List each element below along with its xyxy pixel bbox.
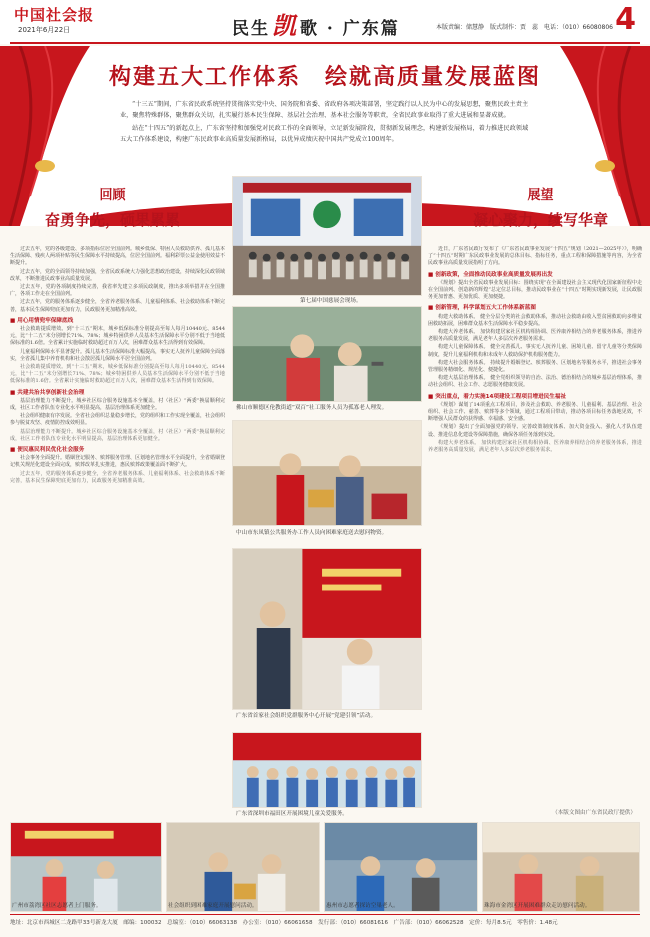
body-paragraph: 社会救助提质增效。到“十三五”期末，城乡低保标准分别提高至每人每月10440元、8544元，比“十二五”末分别增长71%、78%；城乡特困供养人员基本生活保障水平分别不低于当地低保标准的1.6倍。全省累计实施临时救助超过百万人次，困难群众基本生活得到有效保障。 [10,364,225,385]
photo-party-service-center [232,548,422,710]
body-paragraph: 过去五年，党的服务体系逐步健全，全省养老服务体系、儿童福利体系、社会救助体系不断完善，基本民生保障兜底更加有力，民政服务更加精准高效。 [10,470,225,484]
outlook-head [448,184,633,230]
subhead: ■ 创新政策，全面推动民政事业高质量发展再出发 [428,272,642,279]
body-paragraph: 儿童福利保障水平显著提升。孤儿基本生活保障标准大幅提高，事实无人抚养儿童保障全面落实，全省孤儿集中养育机构和社会散居孤儿保障水平居全国前列。 [10,348,225,362]
body-paragraph: 社会组织健康有序发展。全省社会组织总量稳步增长，党的组织和工作实现全覆盖，社会组织参与脱贫攻坚、疫情防控成效明显。 [10,413,225,427]
photo-children-care [232,732,422,808]
subhead: ■ 共建共治共享创新社会治理 [10,390,225,397]
photo-caption: 中山市东凤镇公共服务办工作人员向困难家庭送去慰问物资。 [236,530,388,536]
photo-caption: 广东省深圳市福田区开展困境儿童关爱服务。 [236,811,348,817]
section-title [232,6,400,41]
photo-charity-expo [232,176,422,296]
body-paragraph: 过去五年，党的各级建设、多项指标位居全国前列。城乡低保、特困人员救助供养、孤儿基本生活保障、残疾人两项补贴等民生保障水平持续提高，位居全国前列。福利彩票公益金使用效益不断提升。 [10,246,225,267]
outlook-column [428,246,642,724]
body-paragraph: 基层治理能力不断提升。城乡社区综合服务设施基本全覆盖，村（社区）“两委”换届顺利完成，社区工作者队伍专业化水平明显提高，基层治理体系更加健全。 [10,428,225,442]
body-paragraph: 社会救助提质增效。到“十三五”期末，城乡低保标准分别提高至每人每月10440元、8544元，比“十二五”末分别增长71%、78%；城乡特困供养人员基本生活保障水平分别不低于当地低保标准的1.6倍。全省累计实施临时救助超过百万人次，困难群众基本生活得到有效保障。 [10,326,225,347]
photo-elderly-visit [324,822,478,912]
page-headline: 构建五大工作体系 绘就高质量发展蓝图 [108,65,541,90]
photo-caption: 广州市荔湾区社区志愿者上门服务。 [12,903,102,909]
photo-volunteer-visit [10,822,162,912]
review-head [20,184,205,230]
body-paragraph: 过去五年，党的全面领导持续加强，全省民政系统大力强化思想政治建设，持续深化民政领域改革，不断推进民政事业高质量发展。 [10,268,225,282]
masthead [0,0,650,44]
review-column [10,246,225,724]
body-paragraph: 社会事务全面提升。婚姻登记服务、殡葬服务管理、区划地名管理水平全面提升，全省婚姻登记机关规范化建设全面完成，殡葬改革扎实推进，惠民殡葬政策覆盖面不断扩大。 [10,455,225,469]
photo-caption: 广东省首家社会组织党群服务中心开展“党建引领”活动。 [236,713,377,719]
body-paragraph: 构建大基层治理体系。 健全党组织领导的自治、法治、德治相结合的城乡基层治理体系，推动社会组织、社会工作、志愿服务健康发展。 [428,375,642,389]
footer-info: 地址：北京市西城区二龙路甲33号新龙大厦 邮编：100032 总编室：（010）66063138 办公室：（010）66061658 发行部：（010）66081616 广告部：（010）66062528 定价：每月8.5元 零售价：1.48元 [10,920,558,926]
section-prefix: 民生 [232,19,270,39]
lead-paragraph: “十三五”期间，广东省民政系统坚持贯彻落实党中央、国务院和省委、省政府各项决策部署，坚定践行以人民为中心的发展思想，聚焦民政主责主业，聚焦特殊群体，聚焦群众关切，扎实履行基本民生保障、基层社会治理、基本社会服务等职责，全省民政事业取得了重大进展和显著成就。 [120,101,529,119]
body-paragraph: 《规划》提出全省民政事业发展目标：围绕实现“在全面建设社会主义现代化国家新征程中走在全国前列、创造新的辉煌”总定位总目标，推动民政事业在“十四五”时期实现新发展，让民政服务更加普惠、更加优质、更加便捷。 [428,279,642,301]
body-paragraph: 构建大救助体系。 健全分层分类的社会救助体系，推动社会救助由收入型贫困救助向多维贫困救助拓展，困难群众基本生活保障水平稳步提高。 [428,313,642,327]
photo-haircut-service [232,306,422,402]
editor-meta: 本版责编：储慧静 版式制作：贾 蕊 电话：（010）66080806 [436,24,613,31]
photo-caption: 第七届中国慈展会现场。 [300,298,362,304]
body-paragraph: 构建大养老体系。 加快构建居家社区机构相协调、医养康养相结合的养老服务体系，推进养老服务高质量发展，满足老年人多层次养老服务需求。 [428,439,642,454]
masthead-rule [10,42,640,44]
body-paragraph: 过去五年，党的服务体系逐步健全，全省养老服务体系、儿童福利体系、社会救助体系不断完善，基本民生保障兜底更加有力，民政服务更加精准高效。 [10,299,225,313]
photo-supplies-delivery [232,420,422,526]
body-paragraph: 构建大儿童保障体系。 健全完善孤儿、事实无人抚养儿童、困境儿童、留守儿童等分类保障制度，提升儿童福利机构和未成年人救助保护机构服务能力。 [428,344,642,358]
photo-caption: 社会组织到困难家庭开展慰问活动。 [168,903,258,909]
subhead: ■ 便民惠民利民优化社会服务 [10,447,225,454]
footer-rule [10,914,640,915]
outlook-label: 展望 [527,188,554,203]
subhead: ■ 用心用情兜牢保障底线 [10,318,225,325]
body-paragraph: 《规划》谋划了14项重点工程项目，涉及社会救助、养老服务、儿童福利、基层治理、社会组织、社会工作、慈善、殡葬等多个领域，通过工程项目带动，推动各项目标任务落地见效，不断增强人民群众的获得感、幸福感、安全感。 [428,401,642,423]
lead-paragraph: 站在“十四五”的新起点上，广东省坚持和加强党对民政工作的全面领导，立足新发展阶段，贯彻新发展理念，构建新发展格局，着力推进民政领域五大工作体系建设，构建广东民政事业高质量发展新格局，以优异成绩庆祝中国共产党成立100周年。 [120,125,529,143]
credit-note: （本版文图由广东省民政厅提供） [552,810,636,816]
body-paragraph: 《规划》提出了全面加强党的领导、完善政策制度体系、加大资金投入、强化人才队伍建设、推进信息化建设等保障措施，确保各项任务落到实处。 [428,424,642,438]
section-suffix: 歌 · 广东篇 [300,19,400,39]
photo-caption: 惠州市志愿者探访空巢老人。 [326,903,399,909]
body-paragraph: 基层治理能力不断提升。城乡社区综合服务设施基本全覆盖，村（社区）“两委”换届顺利完成，社区工作者队伍专业化水平明显提高，基层治理体系更加健全。 [10,397,225,412]
subhead: ■ 突出重点，着力实施14项建设工程项目增进民生福祉 [428,394,642,401]
photo-family-visit [482,822,640,912]
body-paragraph: 构建大养老体系。 加快构建居家社区机构相协调、医养康养相结合的养老服务体系，推进养老服务高质量发展，满足老年人多层次养老服务需求。 [428,329,642,343]
issue-date: 2021年6月22日 [18,26,71,34]
review-label: 回顾 [99,188,126,203]
section-kai: 凯 [272,11,298,40]
outlook-title: 凝心聚力，续写华章 [472,211,608,229]
body-paragraph: 过去五年，党的各项制度持续完善，我省率先建立多项民政制度，推出多项举措并在全国推广，各项工作走在全国前列。 [10,284,225,298]
photo-caption: 珠海市金湾区开展困难群众走访慰问活动。 [484,903,591,909]
photo-caption: 佛山市顺德区伦教街道“双百”社工服务人员为孤寡老人理发。 [236,405,388,411]
lead-paragraphs [120,99,530,147]
subhead: ■ 创新管理，科学谋划五大工作体系新蓝图 [428,305,642,312]
body-paragraph: 构建大社会服务体系。 持续提升婚姻登记、殡葬服务、区划地名等服务水平，推进社会事务管理服务精细化、规范化、便捷化。 [428,359,642,374]
page-number: 4 [615,2,636,37]
review-title: 奋勇争先，硕果累累 [44,211,180,229]
body-paragraph: 近日，广东省民政厅发布了《广东省民政事业发展“十四五”规划（2021—2025年）》，明确了“十四五”时期广东民政事业发展的总体目标、指标任务，重点工程和保障措施等内容，为全省民政事业高质量发展指明了方向。 [428,246,642,267]
photo-social-org-visit [166,822,320,912]
newspaper-logo: 中国社会报 [14,6,95,24]
